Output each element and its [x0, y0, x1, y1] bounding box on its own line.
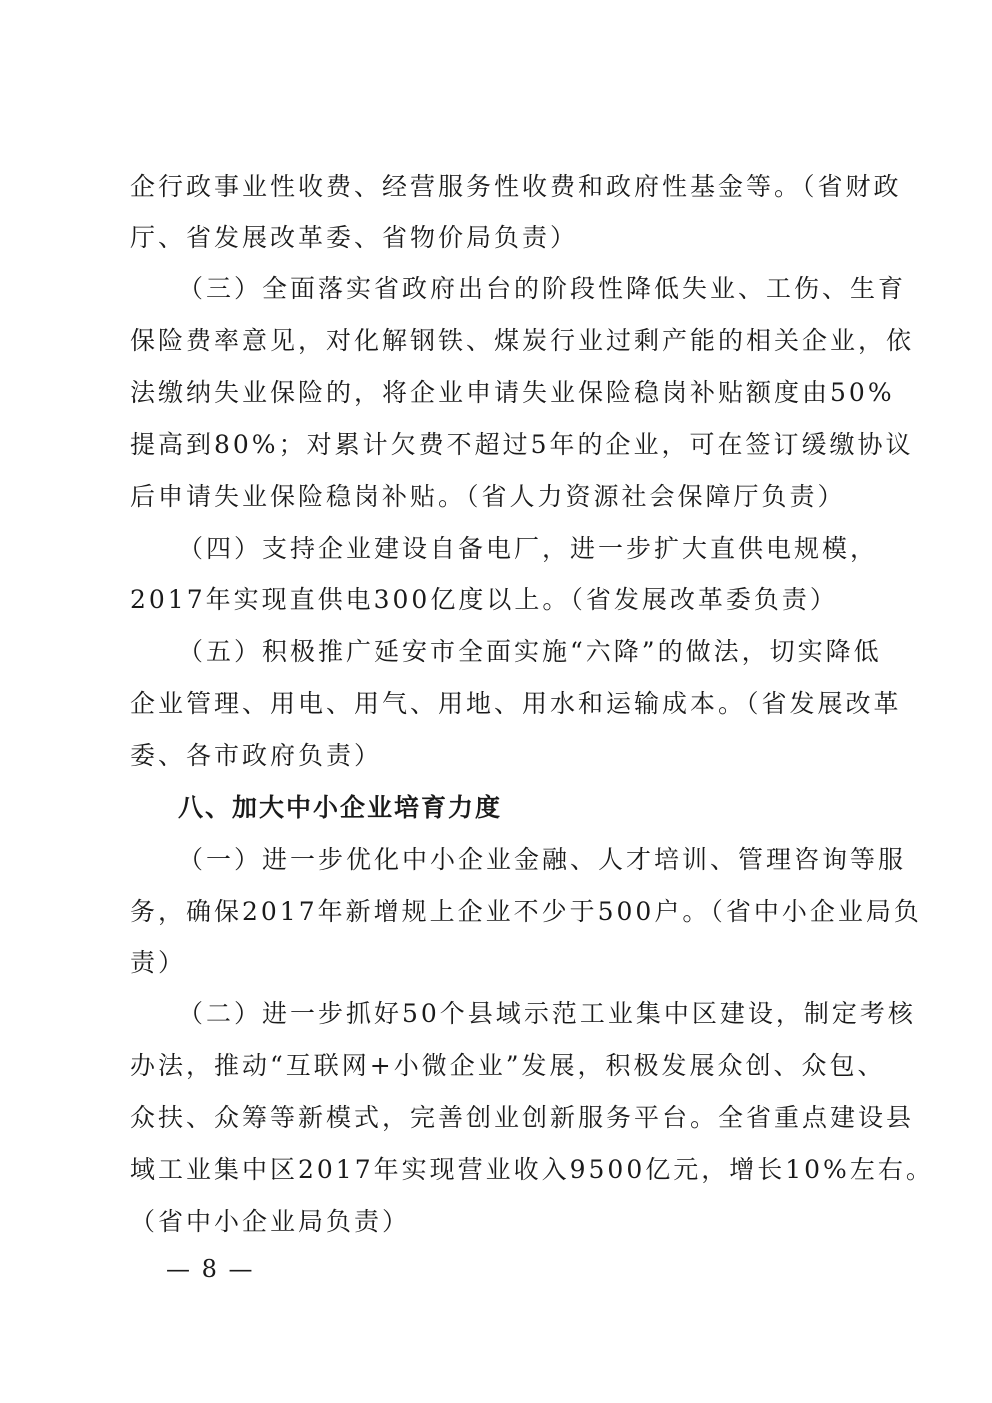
text-line: 企行政事业性收费、经营服务性收费和政府性基金等。（省财政 [130, 172, 902, 201]
section-heading: 八、加大中小企业培育力度 [178, 793, 503, 822]
text-line: 责） [130, 948, 187, 977]
text-line: （一）进一步优化中小企业金融、人才培训、管理咨询等服 [178, 845, 907, 874]
text-line: （二）进一步抓好50个县域示范工业集中区建设，制定考核 [178, 999, 916, 1028]
text-line: 域工业集中区2017年实现营业收入9500亿元，增长10%左右。 [130, 1155, 934, 1184]
text-line: 后申请失业保险稳岗补贴。（省人力资源社会保障厅负责） [130, 482, 846, 511]
text-line: 务，确保2017年新增规上企业不少于500户。（省中小企业局负 [130, 897, 922, 926]
text-line: 企业管理、用电、用气、用地、用水和运输成本。（省发展改革 [130, 689, 902, 718]
text-line: （省中小企业局负责） [130, 1207, 411, 1236]
text-line: 办法，推动“互联网+小微企业”发展，积极发展众创、众包、 [130, 1051, 886, 1080]
text-line: （三）全面落实省政府出台的阶段性降低失业、工伤、生育 [178, 274, 907, 303]
page-number: — 8 — [166, 1255, 255, 1283]
text-line: （四）支持企业建设自备电厂，进一步扩大直供电规模， [178, 534, 879, 563]
text-line: 提高到80%；对累计欠费不超过5年的企业，可在签订缓缴协议 [130, 430, 914, 459]
text-line: 法缴纳失业保险的，将企业申请失业保险稳岗补贴额度由50% [130, 378, 895, 407]
text-line: 2017年实现直供电300亿度以上。（省发展改革委负责） [130, 585, 838, 614]
text-line: 众扶、众筹等新模式，完善创业创新服务平台。全省重点建设县 [130, 1103, 915, 1132]
text-line: 保险费率意见，对化解钢铁、煤炭行业过剩产能的相关企业，依 [130, 326, 915, 355]
text-line: （五）积极推广延安市全面实施“六降”的做法，切实降低 [178, 637, 882, 666]
text-line: 委、各市政府负责） [130, 741, 383, 770]
text-line: 厅、省发展改革委、省物价局负责） [130, 223, 579, 252]
